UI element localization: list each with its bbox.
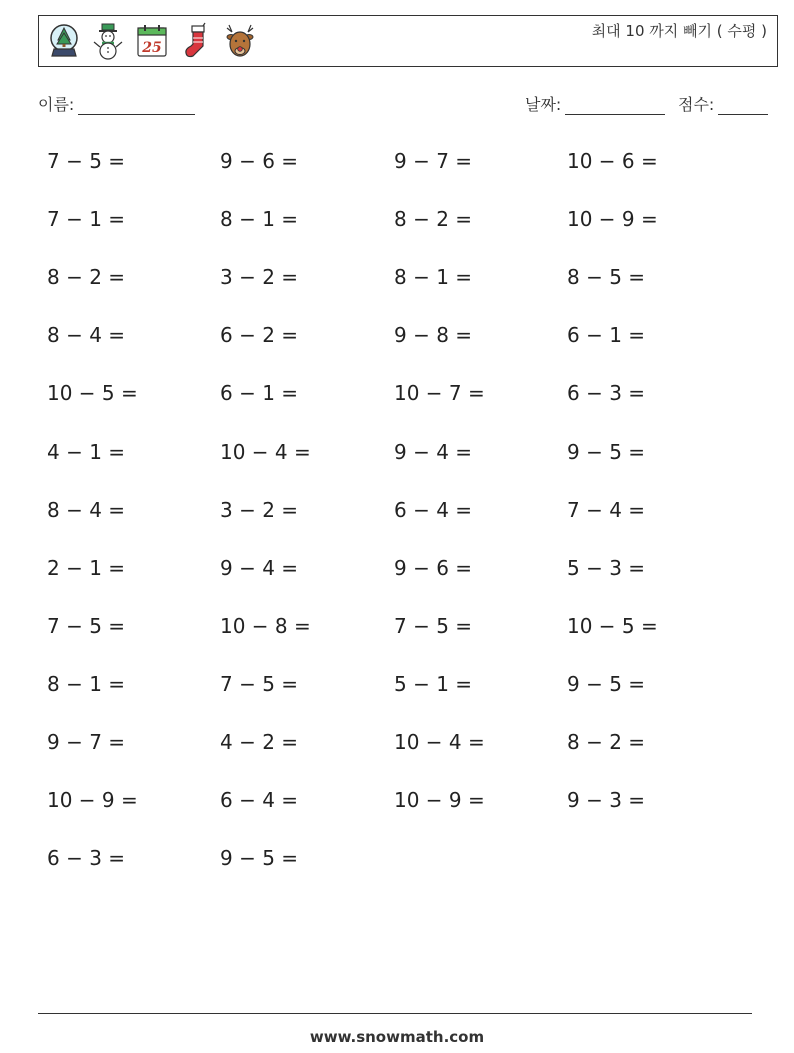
calendar-day: 25 [142, 40, 162, 56]
problem-item: 9 − 6 = [220, 149, 299, 173]
problem-item: 9 − 8 = [394, 323, 473, 347]
problem-item: 7 − 1 = [47, 207, 126, 231]
problem-item: 8 − 2 = [567, 730, 646, 754]
stocking-icon [179, 22, 213, 60]
score-field [678, 92, 768, 115]
problem-item: 3 − 2 = [220, 498, 299, 522]
problem-item: 6 − 3 = [567, 381, 646, 405]
problem-item: 8 − 2 = [394, 207, 473, 231]
problem-item: 7 − 4 = [567, 498, 646, 522]
name-label: 이름: [38, 95, 75, 114]
problem-item: 10 − 4 = [394, 730, 485, 754]
problem-item: 9 − 5 = [567, 440, 646, 464]
score-label: 점수: [678, 95, 715, 114]
snowman-icon [91, 22, 125, 60]
score-blank[interactable] [718, 96, 768, 115]
problem-item: 6 − 1 = [567, 323, 646, 347]
problem-item: 8 − 4 = [47, 323, 126, 347]
problem-item: 5 − 1 = [394, 672, 473, 696]
date-blank[interactable] [565, 96, 665, 115]
footer-divider [38, 1013, 752, 1014]
problem-item: 6 − 3 = [47, 846, 126, 870]
problem-item: 10 − 7 = [394, 381, 485, 405]
name-blank[interactable] [78, 96, 195, 115]
problem-item: 9 − 6 = [394, 556, 473, 580]
problem-item: 10 − 9 = [394, 788, 485, 812]
problem-item: 10 − 5 = [47, 381, 138, 405]
problem-item: 6 − 1 = [220, 381, 299, 405]
problem-item: 10 − 9 = [47, 788, 138, 812]
name-field [38, 92, 195, 115]
problem-item: 7 − 5 = [47, 614, 126, 638]
problem-item: 8 − 1 = [394, 265, 473, 289]
problem-item: 7 − 5 = [220, 672, 299, 696]
problem-item: 4 − 2 = [220, 730, 299, 754]
worksheet-title: 최대 10 까지 빼기 ( 수평 ) [591, 22, 767, 40]
problem-item: 9 − 3 = [567, 788, 646, 812]
problem-item: 6 − 4 = [220, 788, 299, 812]
problem-item: 9 − 7 = [394, 149, 473, 173]
problem-item: 6 − 2 = [220, 323, 299, 347]
problem-item: 10 − 9 = [567, 207, 658, 231]
problem-item: 5 − 3 = [567, 556, 646, 580]
problem-item: 8 − 4 = [47, 498, 126, 522]
problem-item: 7 − 5 = [47, 149, 126, 173]
date-field [525, 92, 665, 115]
problem-item: 2 − 1 = [47, 556, 126, 580]
problem-item: 9 − 4 = [394, 440, 473, 464]
date-label: 날짜: [525, 95, 562, 114]
problem-item: 8 − 1 = [220, 207, 299, 231]
problem-item: 6 − 4 = [394, 498, 473, 522]
problem-item: 9 − 5 = [220, 846, 299, 870]
problem-item: 8 − 5 = [567, 265, 646, 289]
snow-globe-icon [47, 22, 81, 60]
problem-item: 9 − 7 = [47, 730, 126, 754]
problem-item: 8 − 2 = [47, 265, 126, 289]
problem-item: 8 − 1 = [47, 672, 126, 696]
problem-item: 3 − 2 = [220, 265, 299, 289]
problem-item: 9 − 5 = [567, 672, 646, 696]
problem-item: 10 − 4 = [220, 440, 311, 464]
header-box [38, 15, 778, 67]
footer-website: www.snowmath.com [309, 1028, 485, 1046]
reindeer-icon [223, 22, 257, 60]
problem-item: 10 − 5 = [567, 614, 658, 638]
problem-item: 7 − 5 = [394, 614, 473, 638]
problem-item: 4 − 1 = [47, 440, 126, 464]
icon-row [47, 22, 257, 60]
problem-item: 10 − 6 = [567, 149, 658, 173]
calendar-25-icon [135, 22, 169, 60]
problem-item: 10 − 8 = [220, 614, 311, 638]
problem-item: 9 − 4 = [220, 556, 299, 580]
